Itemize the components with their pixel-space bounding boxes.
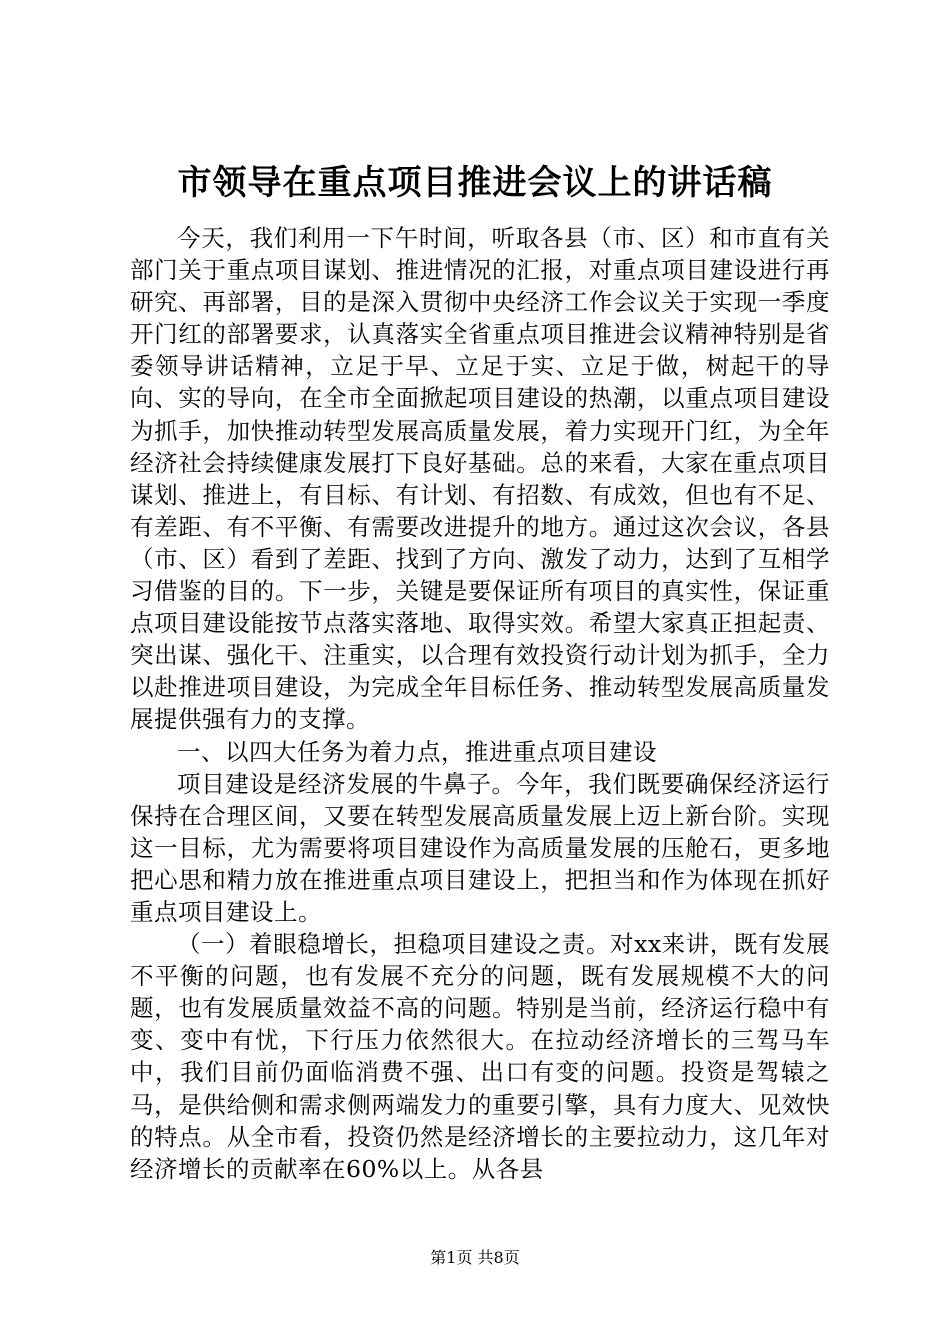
- paragraph-intro: 今天，我们利用一下午时间，听取各县（市、区）和市直有关部门关于重点项目谋划、推进情况的汇报，对重点项目建设进行再研究、再部署，目的是深入贯彻中央经济工作会议关于实现一季度开门红的部署要求，认真落实全省重点项目推进会议精神特别是省委领导讲话精神，立足于早、立足于实、立足于做，树起干的导向、实的导向，在全市全面掀起项目建设的热潮，以重点项目建设为抓手，加快推动转型发展高质量发展，着力实现开门红，为全年经济社会持续健康发展打下良好基础。总的来看，大家在重点项目谋划、推进上，有目标、有计划、有招数、有成效，但也有不足、有差距、有不平衡、有需要改进提升的地方。通过这次会议，各县（市、区）看到了差距、找到了方向、激发了动力，达到了互相学习借鉴的目的。下一步，关键是要保证所有项目的真实性，保证重点项目建设能按节点落实落地、取得实效。希望大家真正担起责、突出谋、强化干、注重实，以合理有效投资行动计划为抓手，全力以赴推进项目建设，为完成全年目标任务、推动转型发展高质量发展提供强有力的支撑。: [130, 224, 830, 734]
- paragraph-project-construction: 项目建设是经济发展的牛鼻子。今年，我们既要确保经济运行保持在合理区间，又要在转型发展高质量发展上迈上新台阶。实现这一目标，尤为需要将项目建设作为高质量发展的压舱石，更多地把心思和精力放在推进重点项目建设上，把担当和作为体现在抓好重点项目建设上。: [130, 769, 830, 926]
- page-number-footer: 第1页 共8页: [430, 1248, 520, 1267]
- paragraph-stable-growth: （一）着眼稳增长，担稳项目建设之责。对xx来讲，既有发展不平衡的问题，也有发展不充分的问题，既有发展规模不大的问题，也有发展质量效益不高的问题。特别是当前，经济运行稳中有变、变中有忧，下行压力依然很大。在拉动经济增长的三驾马车中，我们目前仍面临消费不强、出口有变的问题。投资是驾辕之马，是供给侧和需求侧两端发力的重要引擎，具有力度大、见效快的特点。从全市看，投资仍然是经济增长的主要拉动力，这几年对经济增长的贡献率在60%以上。从各县: [130, 930, 830, 1183]
- section-heading-1: 一、以四大任务为着力点，推进重点项目建设: [177, 737, 657, 766]
- document-body: [130, 222, 830, 1185]
- document-title: 市领导在重点项目推进会议上的讲话稿: [177, 163, 773, 203]
